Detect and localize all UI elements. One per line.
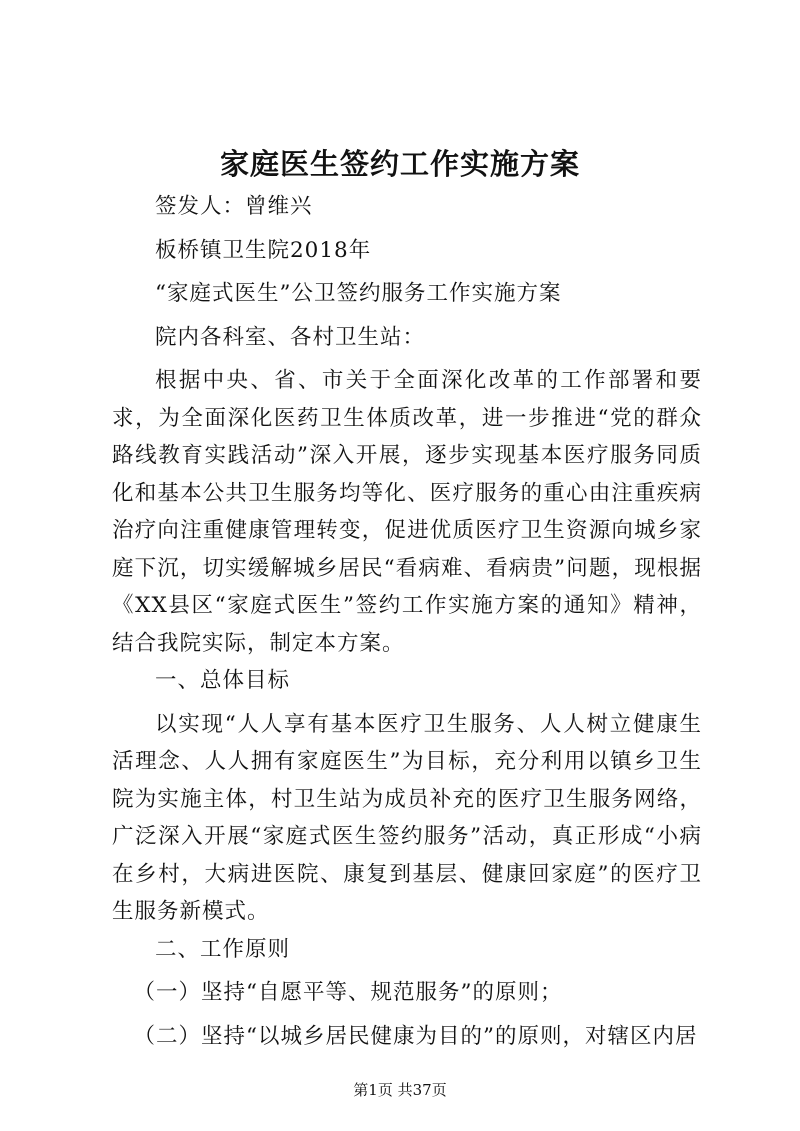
goals-paragraph: 以实现“人人享有基本医疗卫生服务、人人树立健康生活理念、人人拥有家庭医生”为目标，充分利用以镇乡卫生院为实施主体，村卫生站为成员补充的医疗卫生服务网络，广泛深入开展“家庭式医生签约服务”活动，真正形成“小病在乡村，大病进医院、康复到基层、健康回家庭”的医疗卫生服务新模式。 <box>112 711 702 924</box>
principle-item-2: （二）坚持“以城乡居民健康为目的”的原则，对辖区内居 <box>133 1023 698 1049</box>
issuer-line: 板桥镇卫生院2018年 <box>155 237 372 263</box>
plan-name-line: “家庭式医生”公卫签约服务工作实施方案 <box>155 281 562 306</box>
intro-paragraph: 根据中央、省、市关于全面深化改革的工作部署和要求，为全面深化医药卫生体质改革，进一步推进“党的群众路线教育实践活动”深入开展，逐步实现基本医疗服务同质化和基本公共卫生服务均等化、医疗服务的重心由注重疾病治疗向注重健康管理转变，促进优质医疗卫生资源向城乡家庭下沉，切实缓解城乡居民“看病难、看病贵”问题，现根据《XX县区“家庭式医生”签约工作实施方案的通知》精神，结合我院实际，制定本方案。 <box>112 368 702 656</box>
addressee-line: 院内各科室、各村卫生站： <box>155 324 426 350</box>
section-heading-goals: 一、总体目标 <box>155 668 291 693</box>
page-footer: 第1页 共37页 <box>353 1081 447 1099</box>
document-title: 家庭医生签约工作实施方案 <box>219 147 580 181</box>
section-heading-principles: 二、工作原则 <box>155 936 291 962</box>
principle-item-1: （一）坚持“自愿平等、规范服务”的原则； <box>133 980 563 1005</box>
signer-line: 签发人：曾维兴 <box>155 194 313 219</box>
document-body <box>112 188 702 1055</box>
